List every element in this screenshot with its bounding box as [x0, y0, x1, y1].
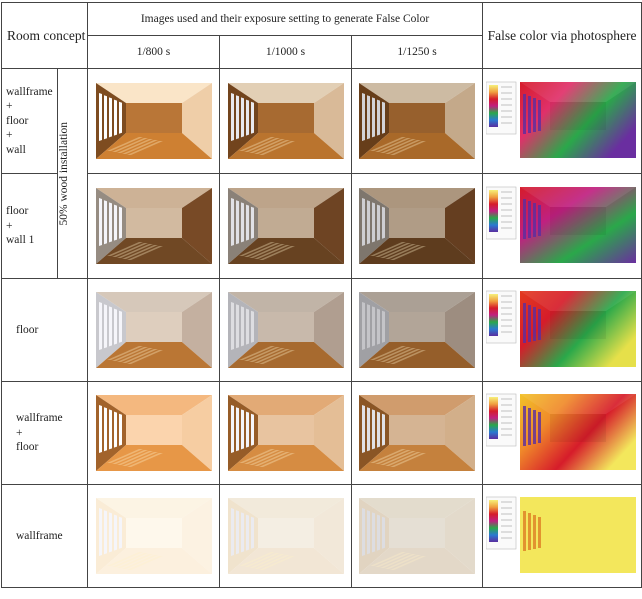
window-pane — [362, 405, 365, 453]
window-pane — [104, 200, 107, 244]
window-pane — [372, 409, 375, 449]
table-row — [2, 174, 642, 279]
exposure-image-cell — [220, 485, 352, 588]
back-wall-surface — [389, 415, 445, 445]
window-pane — [109, 306, 112, 346]
window-pane — [251, 414, 254, 446]
window-pane — [99, 93, 102, 141]
back-wall-surface — [126, 312, 182, 342]
room-photo — [96, 292, 212, 368]
false-color-window — [528, 201, 531, 238]
concept-line: wallframe — [16, 412, 63, 425]
window-pane — [377, 309, 380, 345]
window-pane — [109, 409, 112, 449]
false-color-scale-bar — [489, 294, 498, 336]
room-concept-cell — [2, 174, 58, 279]
window-pane — [99, 198, 102, 246]
window-pane — [109, 202, 112, 242]
concept-line: wall — [6, 143, 26, 156]
window-pane — [362, 508, 365, 556]
window-pane — [372, 202, 375, 242]
exposure-image-cell — [220, 279, 352, 382]
window-pane — [367, 510, 370, 554]
window-pane — [251, 207, 254, 239]
window-pane — [246, 205, 249, 241]
false-color-scale-bar — [489, 85, 498, 127]
window-pane — [382, 207, 385, 239]
false-color-window — [523, 199, 526, 239]
window-pane — [372, 512, 375, 552]
concept-line: floor — [16, 323, 39, 336]
window-pane — [382, 102, 385, 134]
window-pane — [109, 512, 112, 552]
false-color-window — [528, 513, 531, 550]
false-color-image — [486, 80, 638, 162]
false-color-window — [533, 515, 536, 549]
window-pane — [241, 409, 244, 449]
concept-line: + — [6, 129, 13, 142]
window-pane — [236, 200, 239, 244]
window-pane — [367, 304, 370, 348]
exposure-header-2: 1/1000 s — [220, 36, 352, 69]
false-color-window — [538, 517, 541, 548]
room-photo — [228, 292, 344, 368]
window-pane — [241, 512, 244, 552]
false-color-header: False color via photosphere — [483, 3, 642, 69]
window-pane — [382, 414, 385, 446]
window-pane — [231, 405, 234, 453]
false-color-table — [1, 2, 642, 588]
window-pane — [367, 95, 370, 139]
window-pane — [231, 302, 234, 350]
concept-line: wallframe — [16, 529, 63, 542]
false-color-back-wall — [550, 102, 606, 130]
window-pane — [241, 202, 244, 242]
window-pane — [119, 517, 122, 549]
false-color-back-wall — [550, 414, 606, 442]
window-pane — [119, 414, 122, 446]
window-pane — [231, 508, 234, 556]
exposure-image-cell — [352, 485, 483, 588]
back-wall-surface — [258, 208, 314, 238]
window-pane — [377, 515, 380, 551]
window-pane — [246, 100, 249, 136]
back-wall-surface — [126, 208, 182, 238]
false-color-window — [538, 309, 541, 340]
false-color-cell — [483, 69, 642, 174]
table-row — [2, 382, 642, 485]
window-pane — [362, 93, 365, 141]
room-photo — [228, 498, 344, 574]
false-color-image — [486, 495, 638, 577]
exposure-header-3: 1/1250 s — [352, 36, 483, 69]
window-pane — [236, 95, 239, 139]
false-color-cell — [483, 279, 642, 382]
table-row — [2, 279, 642, 382]
back-wall-surface — [126, 518, 182, 548]
concept-line: floor — [6, 114, 29, 127]
exposure-image-cell — [352, 174, 483, 279]
window-pane — [377, 412, 380, 448]
back-wall-surface — [258, 415, 314, 445]
back-wall-surface — [389, 518, 445, 548]
room-photo — [359, 498, 475, 574]
false-color-window — [533, 307, 536, 341]
room-concept-header: Room concept — [2, 3, 88, 69]
false-color-window — [528, 408, 531, 445]
window-pane — [99, 302, 102, 350]
false-color-back-wall — [550, 311, 606, 339]
exposure-image-cell — [88, 279, 220, 382]
window-pane — [382, 311, 385, 343]
false-color-scale-bar — [489, 190, 498, 232]
false-color-window — [538, 205, 541, 236]
window-pane — [236, 304, 239, 348]
concept-line: floor — [6, 205, 29, 218]
back-wall-surface — [258, 103, 314, 133]
window-pane — [251, 517, 254, 549]
window-pane — [114, 205, 117, 241]
concept-line: wallframe — [6, 85, 53, 98]
window-pane — [362, 302, 365, 350]
false-color-scale-bar — [489, 500, 498, 542]
back-wall-surface — [126, 103, 182, 133]
false-color-image — [486, 185, 638, 267]
false-color-cell — [483, 485, 642, 588]
false-color-map — [520, 497, 636, 573]
false-color-window — [523, 406, 526, 446]
window-pane — [119, 207, 122, 239]
room-photo — [228, 83, 344, 159]
false-color-window — [528, 305, 531, 342]
window-pane — [104, 95, 107, 139]
exposure-image-cell — [352, 279, 483, 382]
false-color-window — [528, 96, 531, 133]
exposure-image-cell — [88, 485, 220, 588]
room-photo — [359, 395, 475, 471]
exposure-image-cell — [88, 69, 220, 174]
back-wall-surface — [126, 415, 182, 445]
exposure-image-cell — [352, 69, 483, 174]
window-pane — [382, 517, 385, 549]
false-color-image — [486, 392, 638, 474]
window-pane — [104, 304, 107, 348]
concept-line: + — [6, 100, 13, 113]
exposure-image-cell — [352, 382, 483, 485]
exposure-image-cell — [220, 69, 352, 174]
false-color-window — [523, 511, 526, 551]
false-color-cell — [483, 382, 642, 485]
concept-line: floor — [16, 441, 39, 454]
false-color-window — [533, 98, 536, 132]
exposure-image-cell — [88, 382, 220, 485]
false-color-window — [533, 203, 536, 237]
false-color-window — [533, 410, 536, 444]
false-color-window — [523, 303, 526, 343]
window-pane — [114, 515, 117, 551]
window-pane — [114, 412, 117, 448]
window-pane — [377, 100, 380, 136]
window-pane — [236, 407, 239, 451]
room-photo — [96, 395, 212, 471]
concept-line: wall 1 — [6, 234, 35, 247]
back-wall-surface — [258, 518, 314, 548]
window-pane — [99, 508, 102, 556]
window-pane — [114, 309, 117, 345]
window-pane — [246, 309, 249, 345]
back-wall-surface — [389, 103, 445, 133]
concept-line: + — [16, 426, 23, 439]
window-pane — [241, 306, 244, 346]
table-row — [2, 69, 642, 174]
room-concept-cell — [2, 382, 88, 485]
concept-line: + — [6, 219, 13, 232]
exposure-image-cell — [220, 382, 352, 485]
window-pane — [231, 198, 234, 246]
room-photo — [359, 83, 475, 159]
window-pane — [246, 515, 249, 551]
images-caption-header: Images used and their exposure setting to generate False Color — [88, 3, 483, 36]
false-color-back-wall — [550, 207, 606, 235]
room-photo — [96, 83, 212, 159]
false-color-window — [538, 100, 541, 131]
exposure-image-cell — [88, 174, 220, 279]
room-photo — [359, 188, 475, 264]
room-photo — [96, 498, 212, 574]
window-pane — [246, 412, 249, 448]
window-pane — [231, 93, 234, 141]
window-pane — [372, 306, 375, 346]
back-wall-surface — [389, 208, 445, 238]
window-pane — [251, 102, 254, 134]
window-pane — [367, 200, 370, 244]
room-photo — [228, 188, 344, 264]
table-row — [2, 485, 642, 588]
window-pane — [236, 510, 239, 554]
window-pane — [119, 102, 122, 134]
room-photo — [96, 188, 212, 264]
false-color-cell — [483, 174, 642, 279]
window-pane — [377, 205, 380, 241]
window-pane — [362, 198, 365, 246]
window-pane — [119, 311, 122, 343]
window-pane — [251, 311, 254, 343]
window-pane — [241, 97, 244, 137]
window-pane — [114, 100, 117, 136]
room-concept-cell — [2, 69, 58, 174]
back-wall-surface — [389, 312, 445, 342]
false-color-window — [538, 412, 541, 443]
false-color-image — [486, 289, 638, 371]
back-wall-surface — [258, 312, 314, 342]
window-pane — [109, 97, 112, 137]
room-concept-cell — [2, 279, 88, 382]
window-pane — [104, 407, 107, 451]
window-pane — [99, 405, 102, 453]
group-label: 50% wood installation — [58, 121, 70, 226]
room-concept-cell — [2, 485, 88, 588]
exposure-header-1: 1/800 s — [88, 36, 220, 69]
group-label-cell — [58, 69, 88, 279]
false-color-window — [523, 94, 526, 134]
room-photo — [228, 395, 344, 471]
exposure-image-cell — [220, 174, 352, 279]
false-color-scale-bar — [489, 397, 498, 439]
window-pane — [104, 510, 107, 554]
window-pane — [367, 407, 370, 451]
window-pane — [372, 97, 375, 137]
room-photo — [359, 292, 475, 368]
